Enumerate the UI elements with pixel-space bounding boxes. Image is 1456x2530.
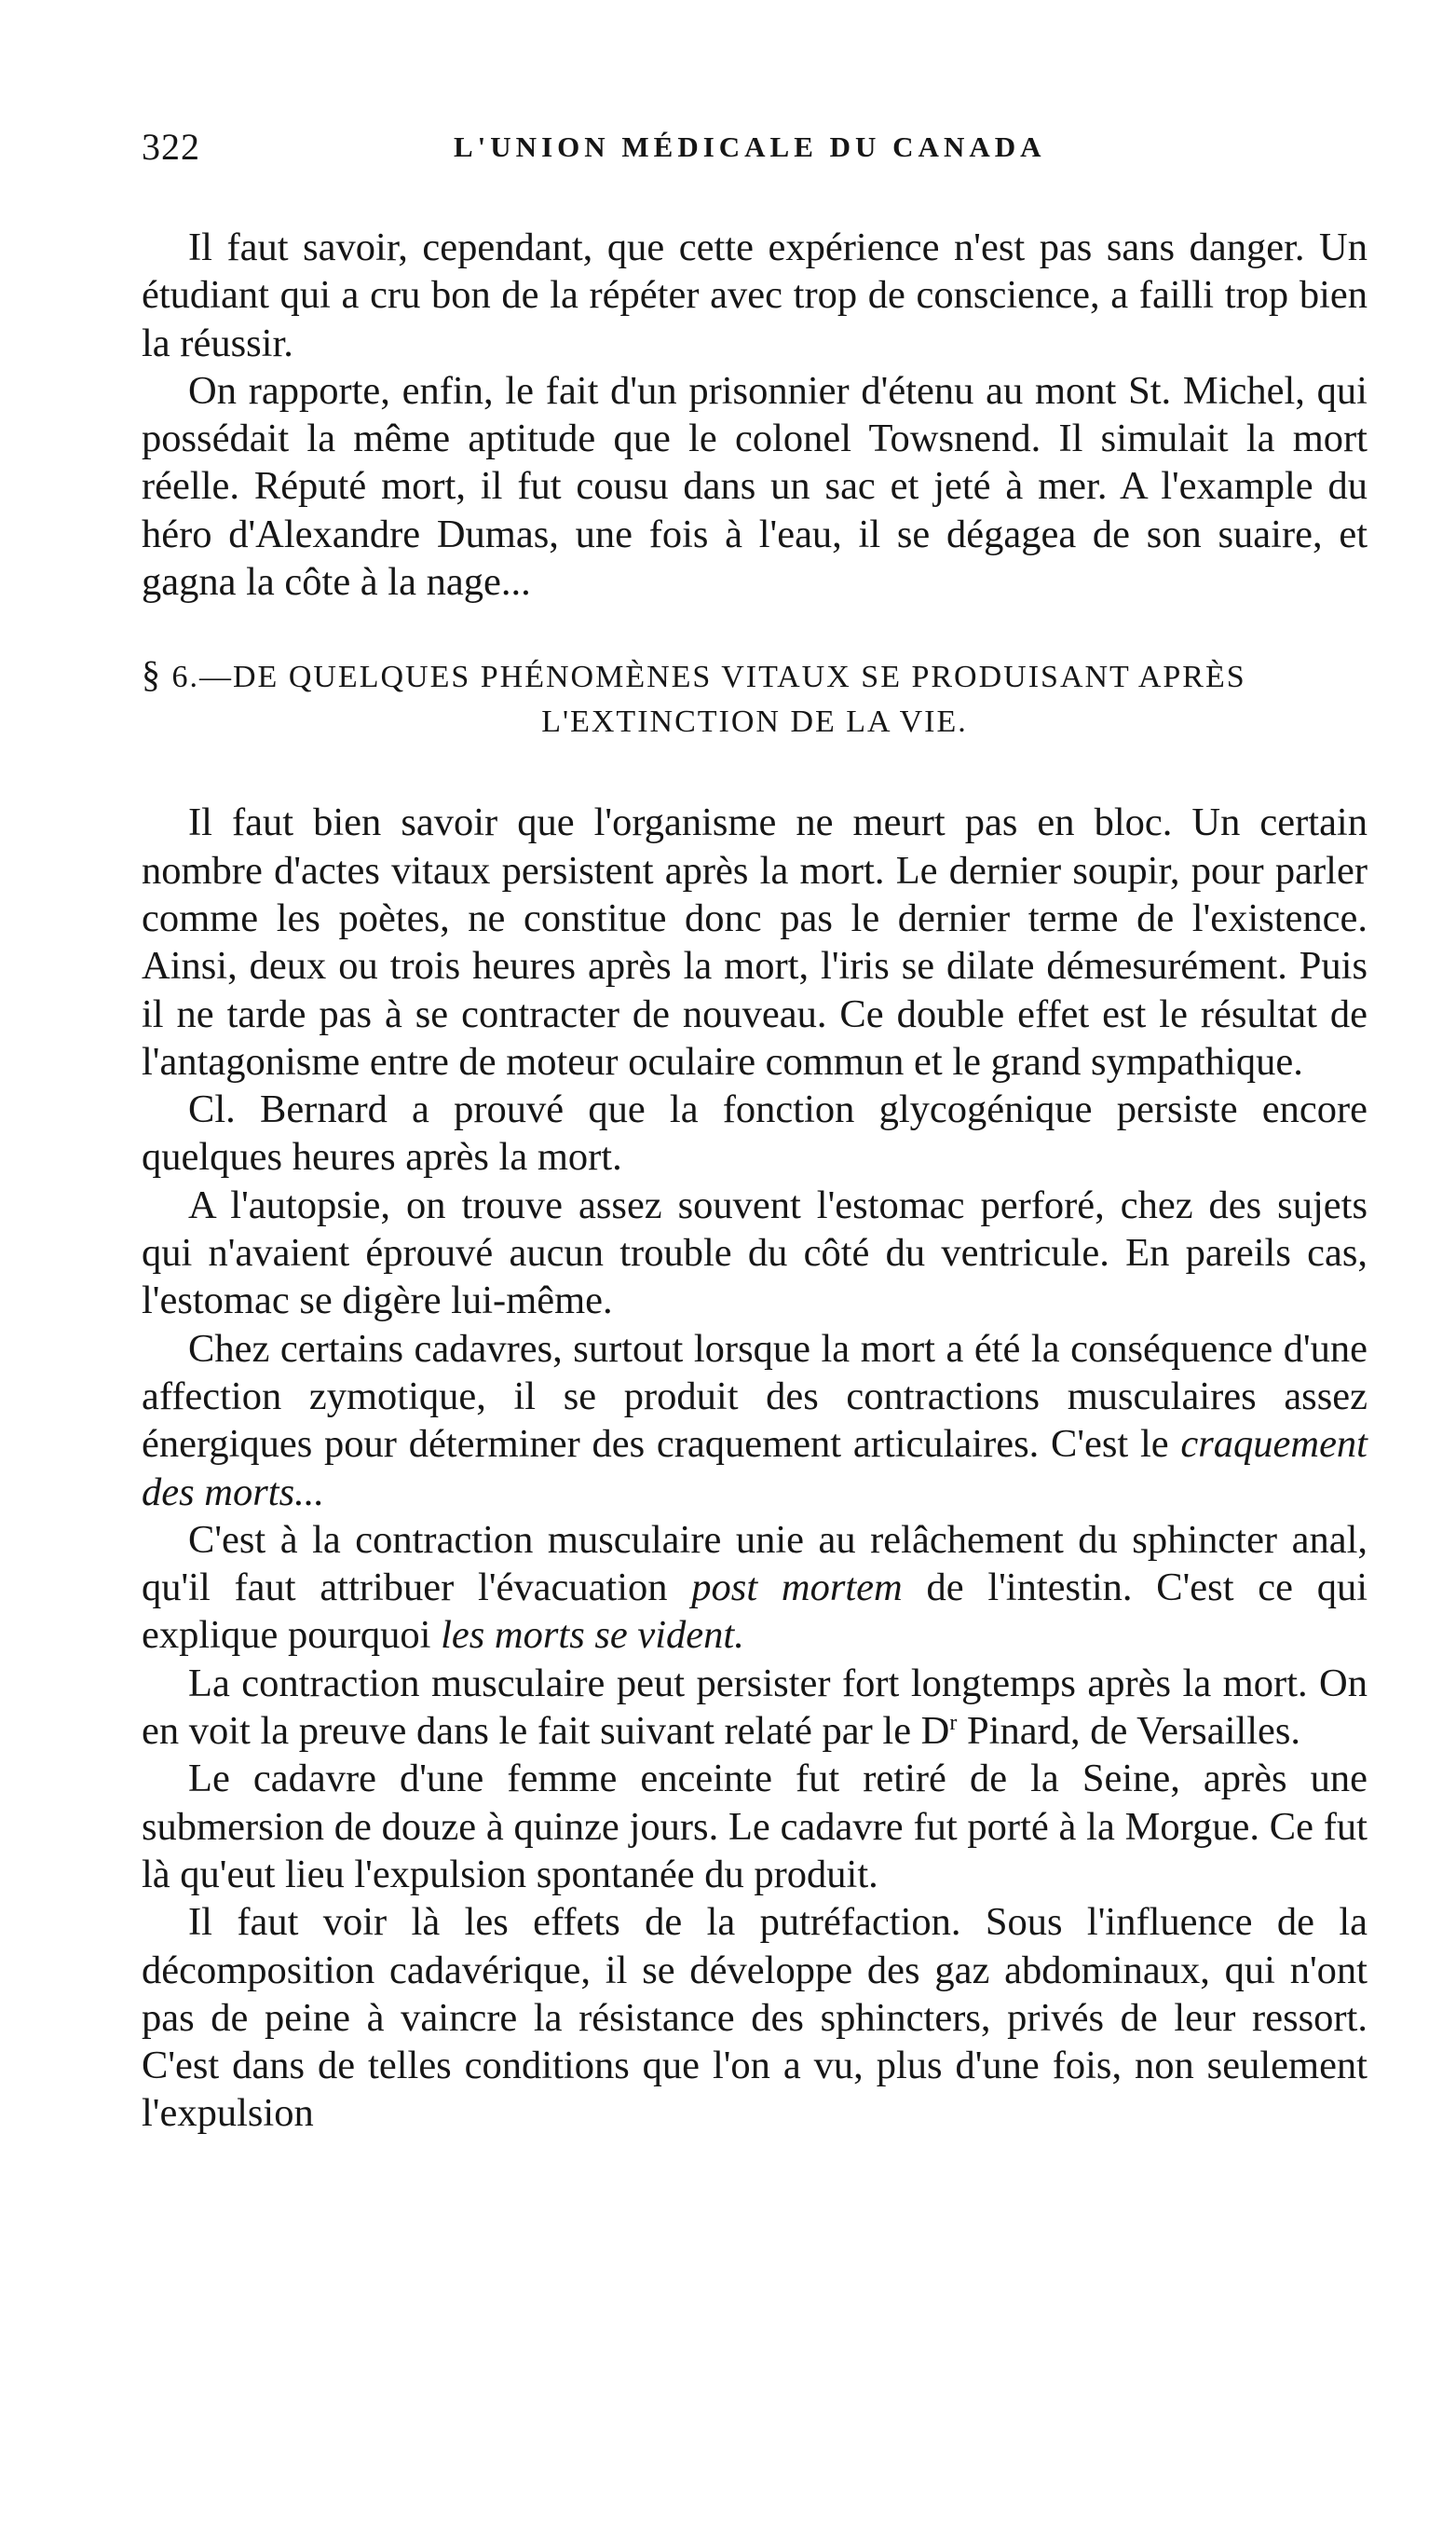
- section-symbol: §: [142, 653, 162, 696]
- page-header: [142, 119, 1368, 175]
- p5-italic-phrase: les morts se vident.: [441, 1613, 744, 1658]
- section-title-line-2: L'EXTINCTION DE LA VIE.: [541, 704, 968, 740]
- body-paragraph-7: Le cadavre d'une femme enceinte fut retiré de la Seine, après une submersion de douze à quinze jours. Le cadavre fut porté à la Morgue. Ce fut là qu'eut lieu l'expulsion spontanée du produit.: [142, 1757, 1368, 1896]
- p6-text-a: La contraction musculaire peut persister fort longtemps après la mort. On en voit la preuve dans le fait suivant relaté par le D: [142, 1661, 1368, 1754]
- body-paragraph-2: Cl. Bernard a prouvé que la fonction glycogénique persiste encore quelques heures après la mort.: [142, 1087, 1368, 1180]
- running-title: L'UNION MÉDICALE DU CANADA: [454, 130, 1046, 163]
- p5-text-b: de l'intestin. C'est ce qui explique pourquoi: [142, 1566, 1368, 1658]
- body-paragraph-4: [142, 1325, 1368, 1516]
- section-heading: [142, 652, 1368, 745]
- p5-italic-post-mortem: post mortem: [691, 1566, 903, 1610]
- body-paragraph-5: [142, 1516, 1368, 1660]
- intro-paragraph-1: Il faut savoir, cependant, que cette expérience n'est pas sans danger. Un étudiant qui a cru bon de la répéter avec trop de conscience, a failli trop bien la réussir.: [142, 226, 1368, 365]
- body-paragraph-8: Il faut voir là les effets de la putréfaction. Sous l'influence de la décomposition cadavérique, il se développe des gaz abdominaux, qui n'ont pas de peine à vaincre la résistance des sphincters, privés de leur ressort. C'est dans de telles conditions que l'on a vu, plus d'une fois, non seulement l'expulsion: [142, 1900, 1368, 2136]
- intro-paragraph-2: On rapporte, enfin, le fait d'un prisonnier d'étenu au mont St. Michel, qui possédait la même aptitude que le colonel Towsnend. Il simulait la mort réelle. Réputé mort, il fut cousu dans un sac et jeté à mer. A l'example du héro d'Alexandre Dumas, une fois à l'eau, il se dégagea de son suaire, et gagna la côte à la nage...: [142, 368, 1368, 605]
- section-title-line-1: DE QUELQUES PHÉNOMÈNES VITAUX SE PRODUISANT APRÈS: [233, 660, 1246, 695]
- body-paragraph-1: Il faut bien savoir que l'organisme ne meurt pas en bloc. Un certain nombre d'actes vitaux persistent après la mort. Le dernier soupir, pour parler comme les poètes, ne constitue donc pas le dernier terme de l'existence. Ainsi, deux ou trois heures après la mort, l'iris se dilate démesurément. Puis il ne tarde pas à se contracter de nouveau. Ce double effet est le résultat de l'antagonisme entre de moteur oculaire commun et le grand sympathique.: [142, 800, 1368, 1084]
- p4-text: Chez certains cadavres, surtout lorsque la mort a été la conséquence d'une affection zymotique, il se produit des contractions musculaires assez énergiques pour déterminer des craquement articulaires. C'est le: [142, 1326, 1368, 1467]
- p6-superscript: r: [949, 1710, 958, 1735]
- section-heading-line-1: [142, 652, 1368, 700]
- page-number: 322: [142, 126, 200, 168]
- body-paragraph-3: A l'autopsie, on trouve assez souvent l'estomac perforé, chez des sujets qui n'avaient éprouvé aucun trouble du côté du ventricule. En pareils cas, l'estomac se digère lui-même.: [142, 1183, 1368, 1323]
- section-number: 6.—: [171, 660, 233, 695]
- p5-text-a: C'est à la contraction musculaire unie au relâchement du sphincter anal, qu'il faut attribuer l'évacuation: [142, 1517, 1368, 1610]
- body-paragraph-6: [142, 1660, 1368, 1756]
- p4-italic-phrase: craquement des morts...: [142, 1422, 1368, 1514]
- p6-text-b: Pinard, de Versailles.: [957, 1709, 1301, 1754]
